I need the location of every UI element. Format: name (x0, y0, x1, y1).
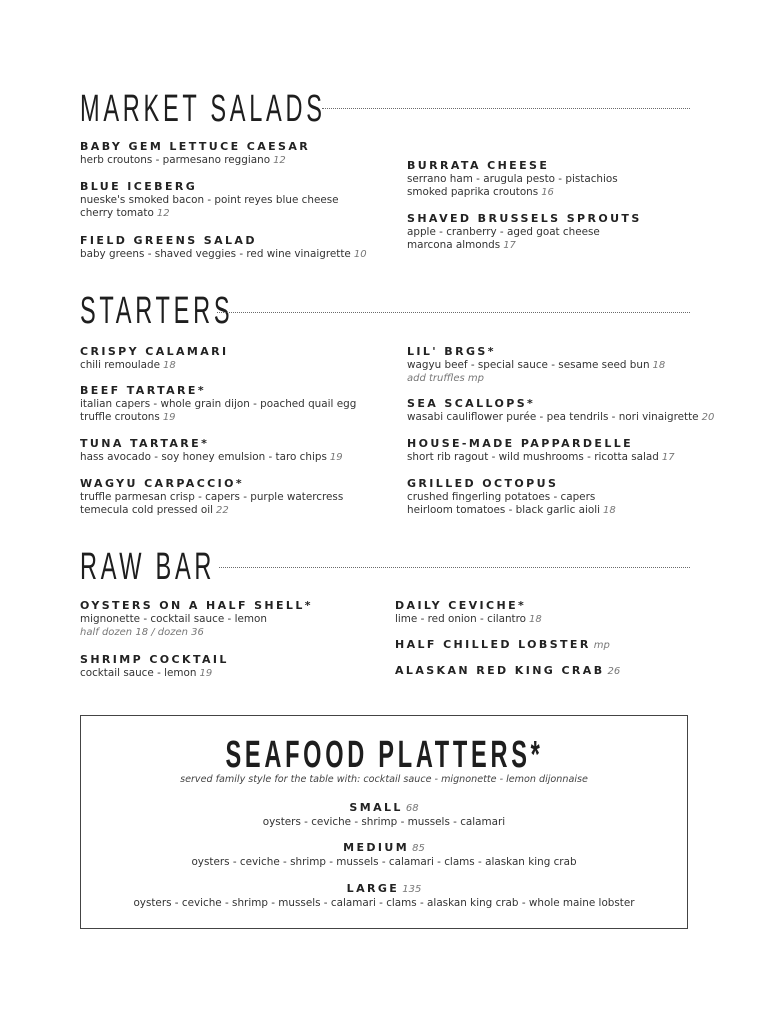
menu-item (80, 140, 380, 167)
menu-item (80, 234, 380, 261)
item-price: 19 (329, 452, 343, 463)
item-name: TUNA TARTARE* (80, 437, 210, 450)
section-divider (217, 312, 690, 313)
item-description: cherry tomato 12 (80, 207, 170, 219)
item-name: HALF CHILLED LOBSTER mp (395, 638, 610, 651)
item-price: 19 (199, 668, 213, 679)
raw-bar-title: RAW BAR (80, 546, 216, 588)
item-price: 12 (156, 208, 170, 219)
item-price: 26 (607, 666, 621, 677)
item-name: WAGYU CARPACCIO* (80, 477, 245, 490)
menu-item (80, 477, 380, 517)
item-description: apple - cranberry - aged goat cheese (407, 226, 600, 238)
item-name: SEA SCALLOPS* (407, 397, 536, 410)
item-description: serrano ham - arugula pesto - pistachios (407, 173, 618, 185)
platter-option (81, 882, 687, 910)
menu-item (80, 653, 380, 680)
item-price: 20 (701, 412, 715, 423)
item-price: 18 (163, 360, 176, 371)
platter-price: 135 (402, 884, 422, 895)
platter-description: oysters - ceviche - shrimp - mussels - calamari (262, 816, 506, 828)
seafood-platters-box (80, 715, 688, 929)
item-name: BEEF TARTARE* (80, 384, 206, 397)
item-price: 18 (602, 505, 616, 516)
platter-price: 68 (405, 803, 419, 814)
item-name: OYSTERS ON A HALF SHELL* (80, 599, 313, 612)
item-description: heirloom tomatoes - black garlic aioli 18 (407, 504, 616, 516)
item-price: 12 (273, 155, 286, 166)
item-name: BURRATA CHEESE (407, 159, 550, 172)
item-name: HOUSE-MADE PAPPARDELLE (407, 437, 634, 450)
menu-item (407, 397, 715, 424)
starters-title: STARTERS (80, 290, 234, 332)
menu-item (395, 599, 695, 626)
platter-option (81, 841, 687, 869)
section-divider (219, 567, 690, 568)
item-price: 10 (353, 249, 367, 260)
item-description: wasabi cauliflower purée - pea tendrils - nori vinaigrette 20 (407, 411, 715, 423)
market-salads-title: MARKET SALADS (80, 88, 326, 130)
item-name: BABY GEM LETTUCE CAESAR (80, 140, 311, 153)
item-price: 19 (162, 412, 176, 423)
platter-name: MEDIUM 85 (343, 841, 425, 854)
item-note: add truffles mp (407, 373, 484, 384)
item-description: smoked paprika croutons 16 (407, 186, 554, 198)
menu-item (407, 345, 707, 385)
menu-item (395, 638, 695, 653)
item-name: GRILLED OCTOPUS (407, 477, 559, 490)
item-name: SHAVED BRUSSELS SPROUTS (407, 212, 642, 225)
item-description: chili remoulade 18 (80, 359, 176, 371)
item-description: nueske's smoked bacon - point reyes blue cheese (80, 194, 339, 206)
item-name: FIELD GREENS SALAD (80, 234, 257, 247)
menu-item (80, 345, 380, 372)
item-description: temecula cold pressed oil 22 (80, 504, 229, 516)
platter-price: 85 (412, 843, 425, 854)
item-description: italian capers - whole grain dijon - poached quail egg (80, 398, 357, 410)
menu-item (80, 599, 380, 639)
item-description: baby greens - shaved veggies - red wine vinaigrette 10 (80, 248, 367, 260)
item-description: truffle croutons 19 (80, 411, 176, 423)
item-name: SHRIMP COCKTAIL (80, 653, 229, 666)
item-name: LIL' BRGS* (407, 345, 496, 358)
menu-item (80, 437, 380, 464)
platter-description: oysters - ceviche - shrimp - mussels - calamari - clams - alaskan king crab - whole maine lobster (133, 897, 635, 909)
menu-item (80, 180, 380, 220)
item-price: 18 (652, 360, 666, 371)
item-name: ALASKAN RED KING CRAB 26 (395, 664, 621, 677)
menu-item (407, 437, 707, 464)
item-description: crushed fingerling potatoes - capers (407, 491, 596, 503)
menu-item (80, 384, 380, 424)
platter-name: LARGE 135 (346, 882, 422, 895)
item-description: truffle parmesan crisp - capers - purple watercress (80, 491, 344, 503)
menu-item (407, 477, 707, 517)
item-name: DAILY CEVICHE* (395, 599, 527, 612)
item-description: short rib ragout - wild mushrooms - ricotta salad 17 (407, 451, 675, 463)
item-name: CRISPY CALAMARI (80, 345, 229, 358)
platter-option (81, 801, 687, 829)
item-name: BLUE ICEBERG (80, 180, 198, 193)
menu-item (407, 212, 707, 252)
seafood-platters-title: SEAFOOD PLATTERS* (224, 734, 544, 776)
item-price: mp (593, 640, 610, 651)
section-divider (322, 108, 690, 109)
item-description: wagyu beef - special sauce - sesame seed bun 18 (407, 359, 666, 371)
menu-item (395, 664, 695, 679)
item-price: 22 (215, 505, 229, 516)
item-description: hass avocado - soy honey emulsion - taro chips 19 (80, 451, 343, 463)
item-description: mignonette - cocktail sauce - lemon (80, 613, 267, 625)
item-price: 17 (661, 452, 675, 463)
item-note: half dozen 18 / dozen 36 (80, 627, 204, 638)
item-description: lime - red onion - cilantro 18 (395, 613, 542, 625)
item-description: cocktail sauce - lemon 19 (80, 667, 213, 679)
item-description: herb croutons - parmesano reggiano 12 (80, 154, 286, 166)
menu-item (407, 159, 707, 199)
seafood-platters-subtitle: served family style for the table with: cocktail sauce - mignonette - lemon dijonnaise (180, 774, 588, 785)
item-price: 16 (541, 187, 554, 198)
platter-name: SMALL 68 (349, 801, 419, 814)
platter-description: oysters - ceviche - shrimp - mussels - calamari - clams - alaskan king crab (191, 856, 577, 868)
item-price: 18 (529, 614, 542, 625)
item-price: 17 (503, 240, 516, 251)
item-description: marcona almonds 17 (407, 239, 516, 251)
